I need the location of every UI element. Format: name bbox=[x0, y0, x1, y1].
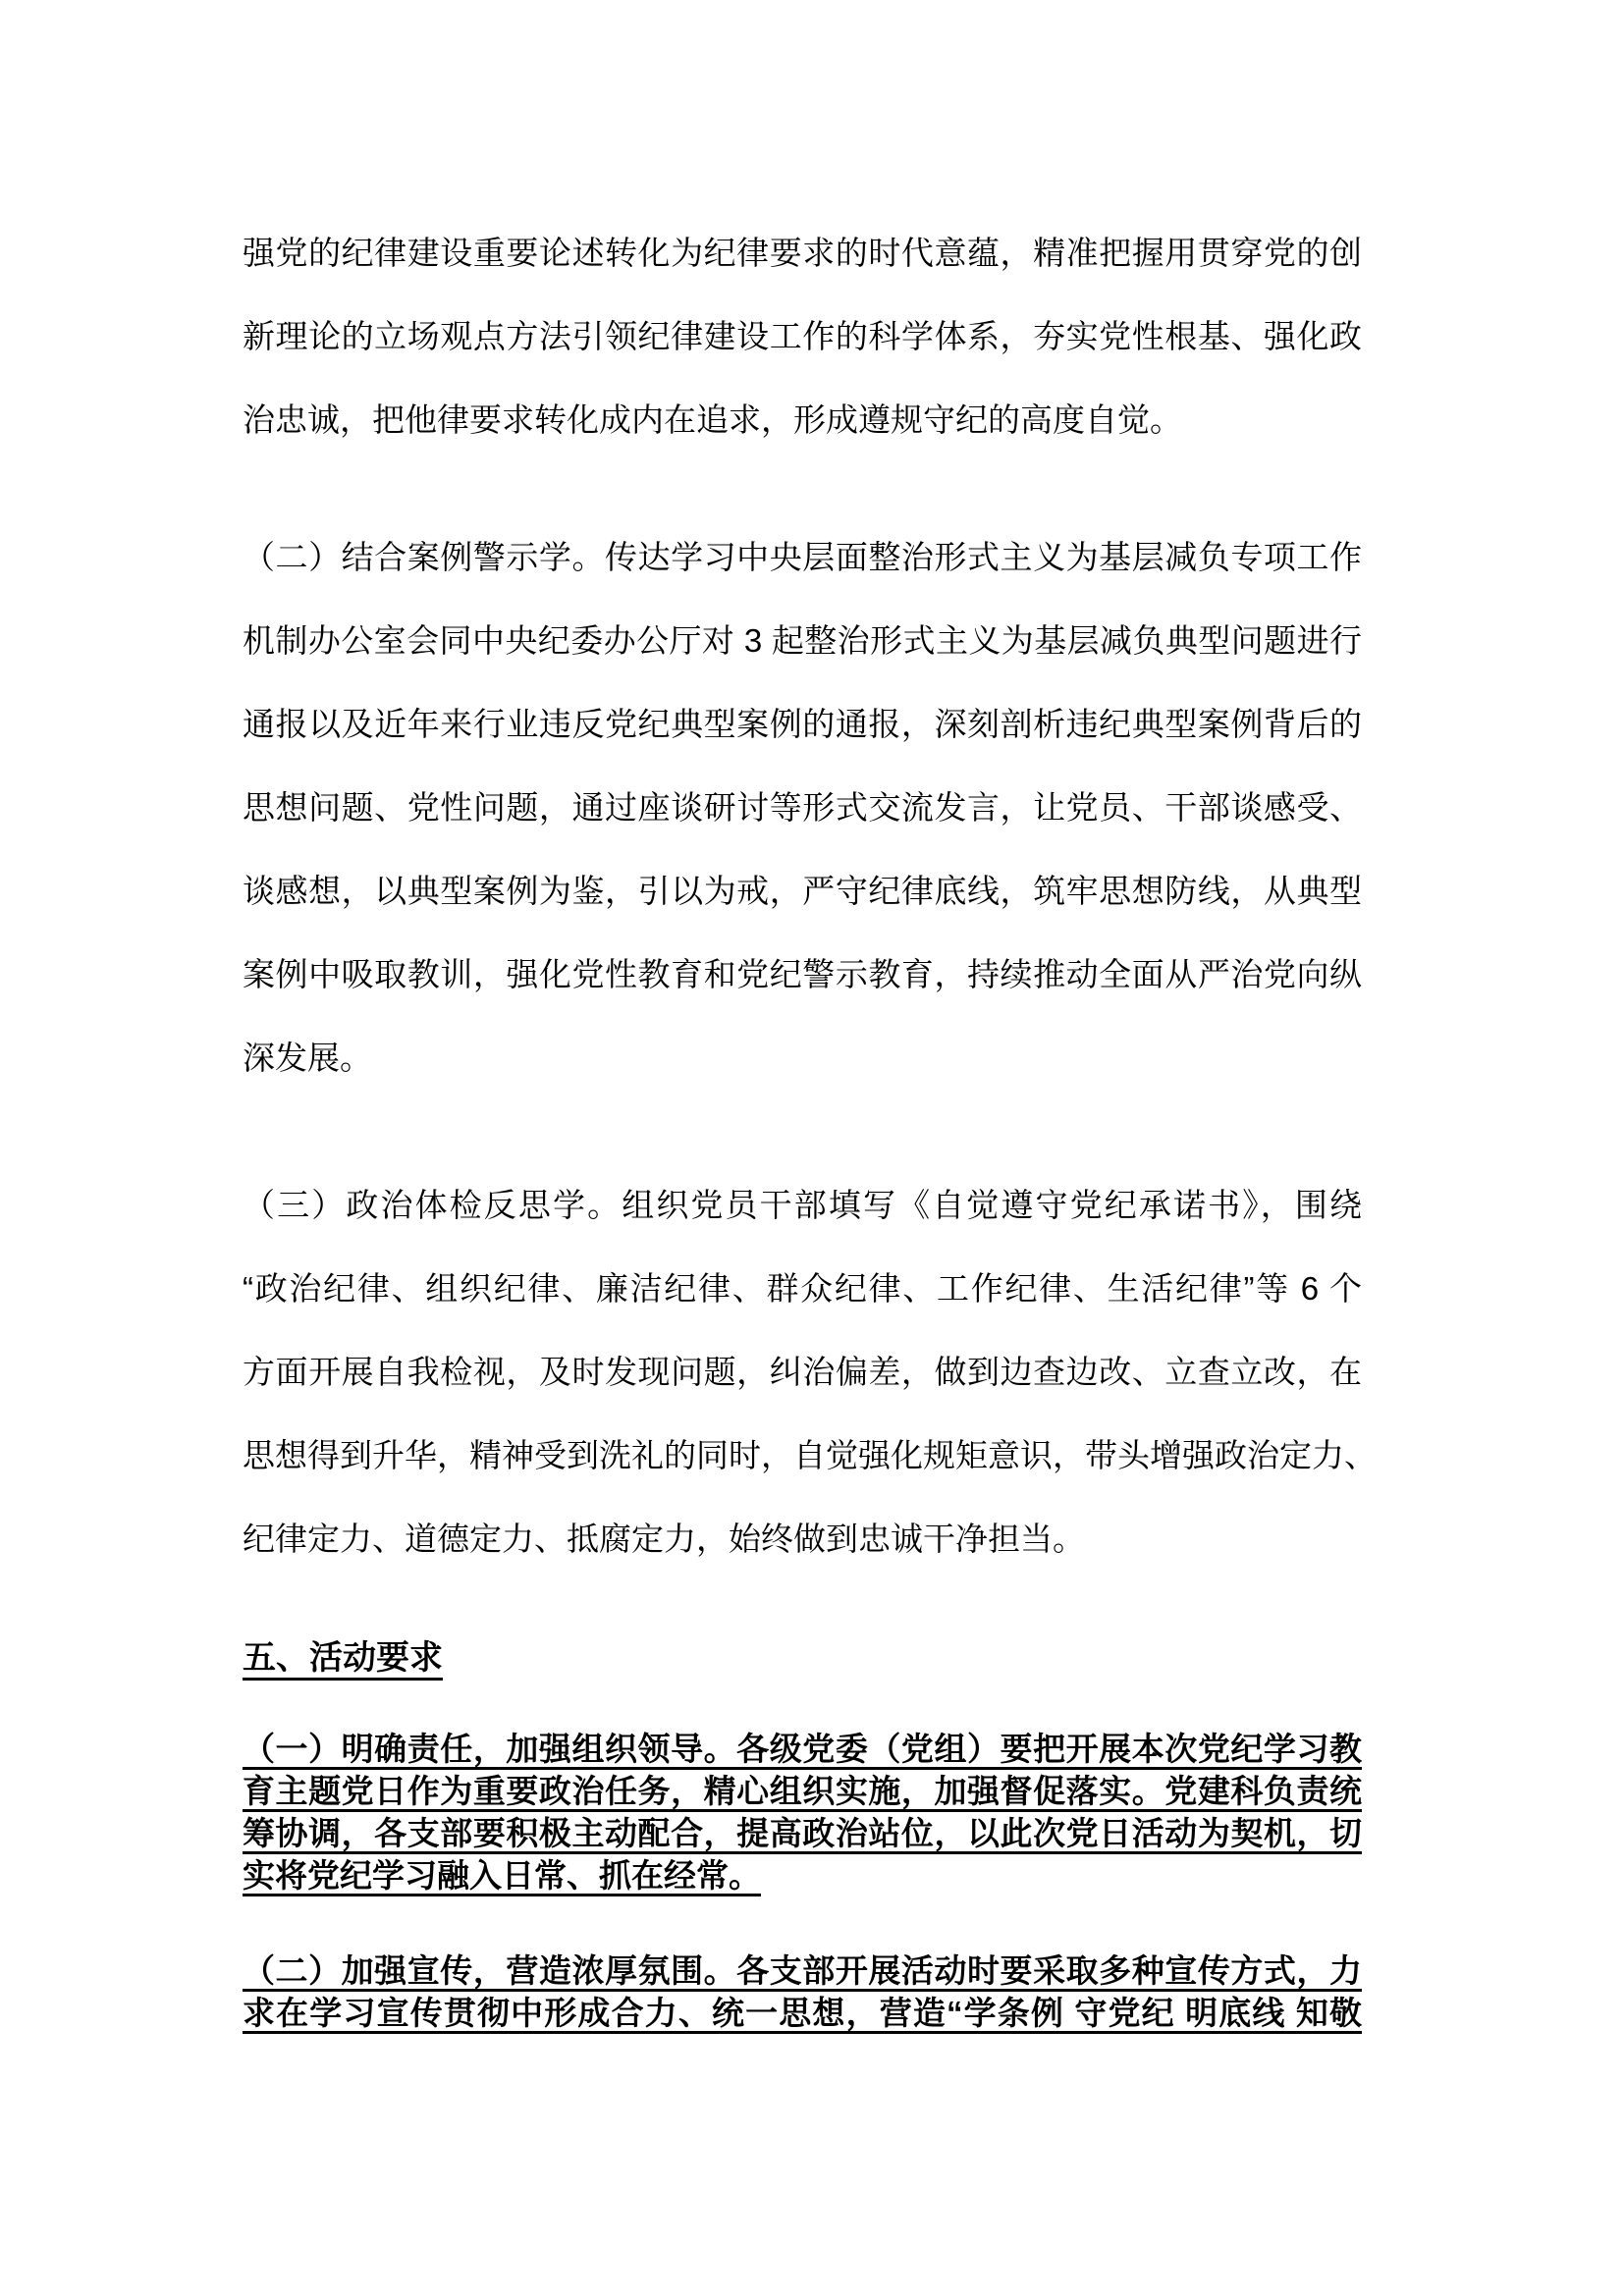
text-line: 谈感想，以典型案例为鉴，引以为戒，严守纪律底线，筑牢思想防线，从典型 bbox=[243, 873, 1362, 909]
requirement-paragraph-2 bbox=[243, 1949, 1362, 2034]
paragraph-item-2 bbox=[243, 515, 1362, 1099]
text-line: 思想问题、党性问题，通过座谈研讨等形式交流发言，让党员、干部谈感受、 bbox=[243, 789, 1362, 826]
text-line: 案例中吸取教训，强化党性教育和党纪警示教育，持续推动全面从严治党向纵 bbox=[243, 956, 1362, 992]
text-line: 思想得到升华，精神受到洗礼的同时，自觉强化规矩意识，带头增强政治定力、 bbox=[243, 1437, 1377, 1473]
section-heading-text: 五、活动要求 bbox=[243, 1639, 443, 1677]
text-line: 方面开展自我检视，及时发现问题，纠治偏差，做到边查边改、立查立改，在 bbox=[243, 1354, 1362, 1390]
text-line: 深发展。 bbox=[243, 1040, 372, 1076]
section-heading bbox=[243, 1633, 1362, 1682]
text-line: 通报以及近年来行业违反党纪典型案例的通报，深刻剖析违纪典型案例背后的 bbox=[243, 706, 1362, 742]
document-content bbox=[243, 211, 1377, 2034]
text-line: 治忠诚，把他律要求转化成内在追求，形成遵规守纪的高度自觉。 bbox=[243, 401, 1182, 438]
text-line: （三）政治体检反思学。组织党员干部填写《自觉遵守党纪承诺书》，围绕 bbox=[243, 1187, 1362, 1223]
text-line: （二）结合案例警示学。传达学习中央层面整治形式主义为基层减负专项工作 bbox=[243, 539, 1362, 575]
text-line: 强党的纪律建设重要论述转化为纪律要求的时代意蕴，精准把握用贯穿党的创 bbox=[243, 235, 1362, 271]
requirement-paragraph-1 bbox=[243, 1728, 1362, 1896]
text-line: 求在学习宣传贯彻中形成合力、统一思想，营造“学条例 守党纪 明底线 知敬 bbox=[243, 1995, 1362, 2031]
text-line: 实将党纪学习融入日常、抓在经常。 bbox=[243, 1857, 761, 1894]
text-line: （二）加强宣传，营造浓厚氛围。各支部开展活动时要采取多种宣传方式，力 bbox=[243, 1952, 1362, 1989]
paragraph-continuation bbox=[243, 211, 1362, 461]
text-line: 筹协调，各支部要积极主动配合，提高政治站位，以此次党日活动为契机，切 bbox=[243, 1815, 1362, 1851]
text-line: “政治纪律、组织纪律、廉洁纪律、群众纪律、工作纪律、生活纪律”等 6 个 bbox=[243, 1270, 1362, 1307]
paragraph-item-3 bbox=[243, 1163, 1377, 1580]
text-line: 育主题党日作为重要政治任务，精心组织实施，加强督促落实。党建科负责统 bbox=[243, 1773, 1362, 1809]
text-line: （一）明确责任，加强组织领导。各级党委（党组）要把开展本次党纪学习教 bbox=[243, 1731, 1362, 1767]
text-line: 纪律定力、道德定力、抵腐定力，始终做到忠诚干净担当。 bbox=[243, 1521, 1085, 1557]
text-line: 新理论的立场观点方法引领纪律建设工作的科学体系，夯实党性根基、强化政 bbox=[243, 318, 1362, 354]
text-line: 机制办公室会同中央纪委办公厅对 3 起整治形式主义为基层减负典型问题进行 bbox=[243, 622, 1362, 659]
